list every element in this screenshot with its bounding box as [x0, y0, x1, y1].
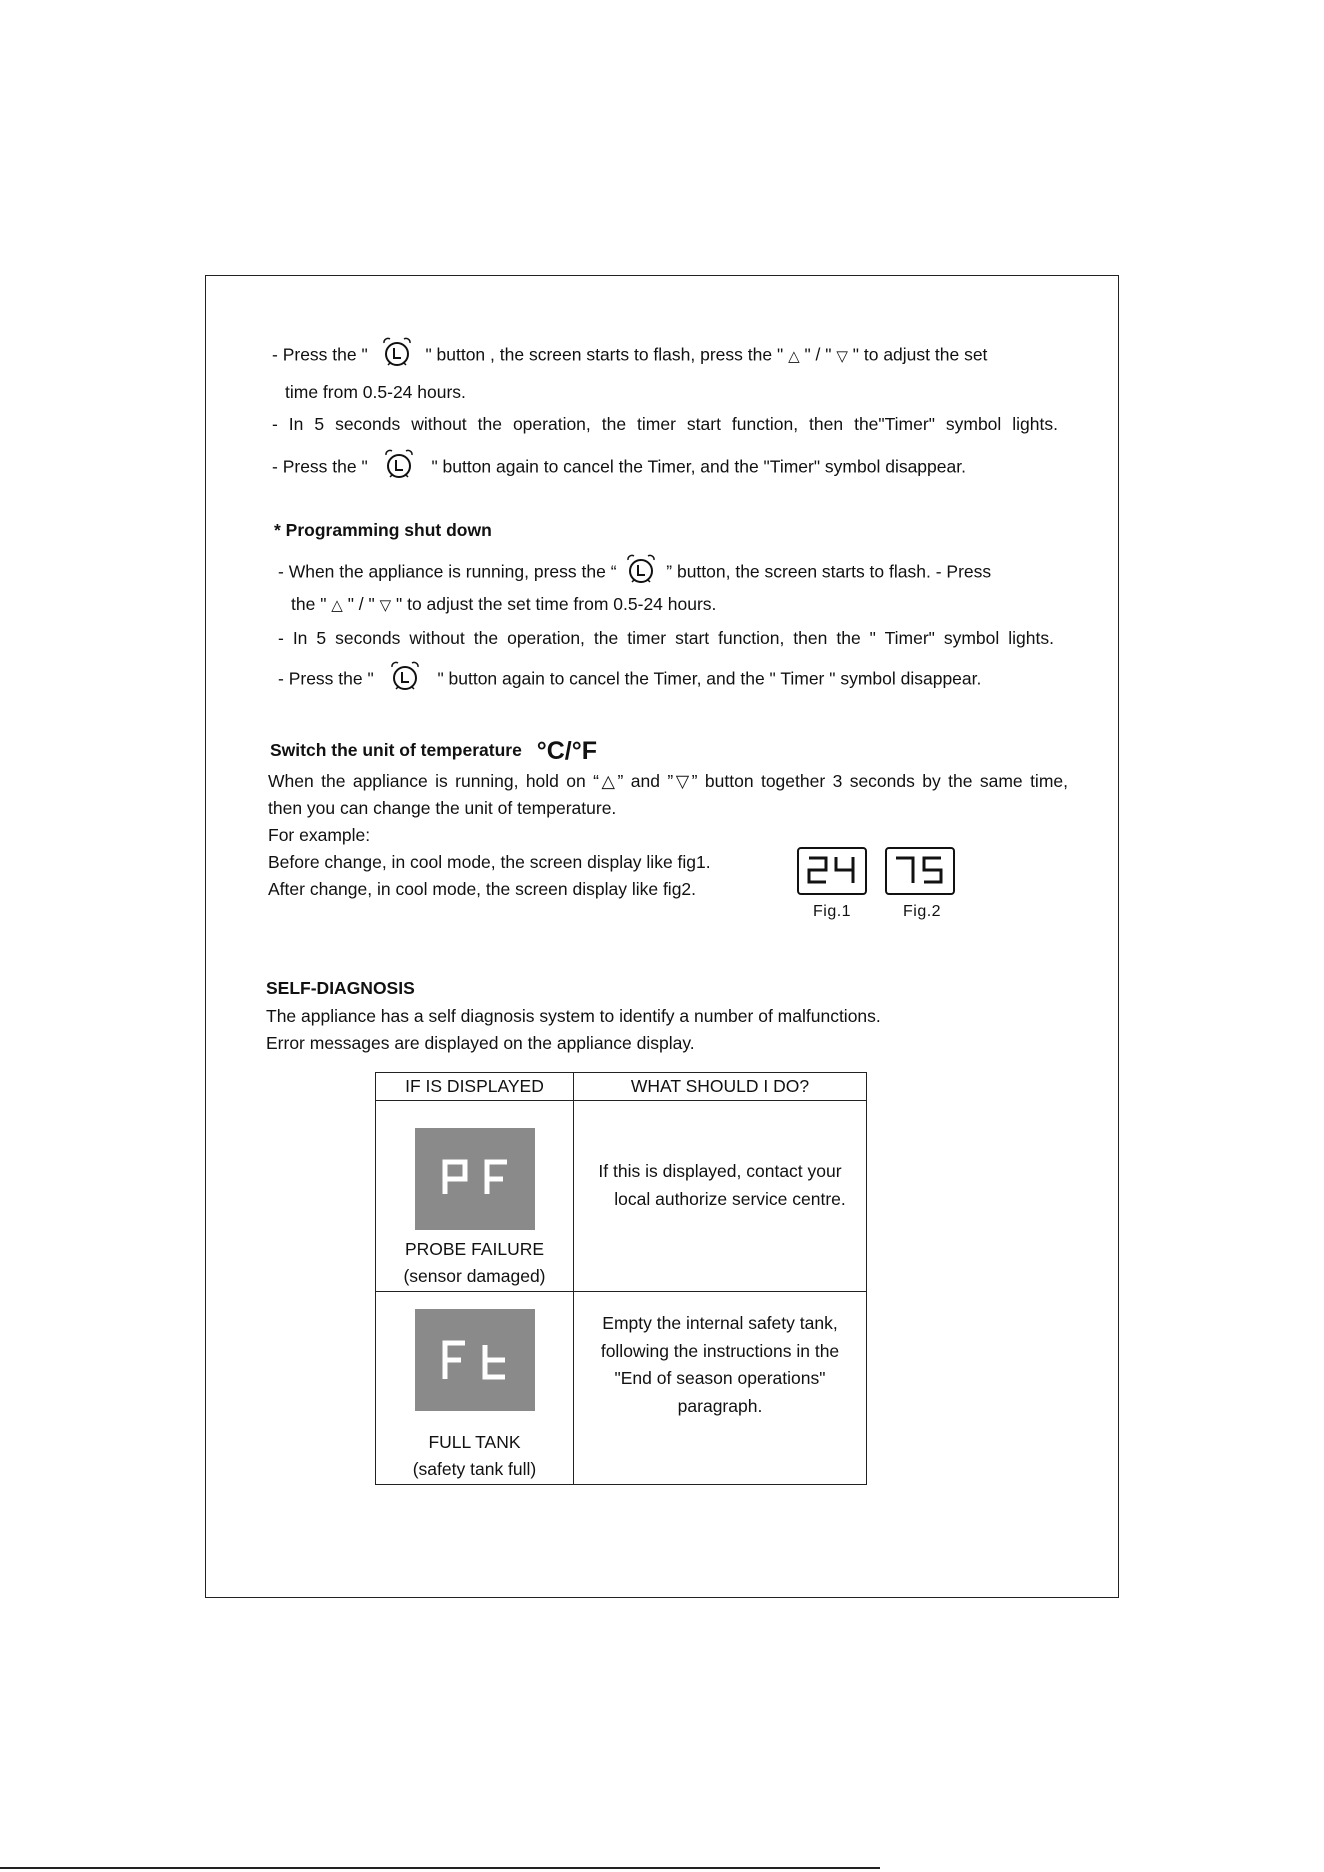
advice-line: following the instructions in the	[600, 1340, 840, 1361]
temperature-line-1: When the appliance is running, hold on “△” and ”▽” button together 3 seconds by the same time,	[268, 771, 1068, 791]
text: - Press the "	[278, 668, 374, 689]
text: " button again to cancel the Timer, and the " Timer " symbol disappear.	[437, 668, 982, 689]
table-row	[376, 1292, 867, 1485]
timer-line-2: time from 0.5-24 hours.	[285, 382, 466, 402]
advice-line: Empty the internal safety tank,	[602, 1313, 838, 1333]
advice-line: local authorize service centre.	[614, 1188, 846, 1209]
fig2-display	[885, 847, 955, 895]
pf-code-digits	[415, 1128, 535, 1230]
shutdown-line-4	[278, 664, 981, 696]
advice-cell	[574, 1292, 867, 1485]
ft-code-digits	[415, 1309, 535, 1411]
alarm-clock-icon	[383, 448, 415, 480]
shutdown-heading: * Programming shut down	[274, 520, 492, 540]
error-detail: (safety tank full)	[412, 1459, 537, 1479]
diagnosis-table	[375, 1072, 867, 1485]
table-header-row	[376, 1073, 867, 1101]
text: ” button, the screen starts to flash. - Press	[666, 561, 992, 582]
text: " / "	[347, 594, 375, 614]
text: " button , the screen starts to flash, press the "	[425, 344, 784, 365]
text: the "	[291, 594, 327, 614]
text: - When the appliance is running, press the “	[278, 561, 617, 582]
temperature-line-4: Before change, in cool mode, the screen display like fig1.	[268, 852, 711, 872]
column-header: WHAT SHOULD I DO?	[574, 1073, 867, 1101]
fig1-caption: Fig.1	[813, 903, 852, 920]
timer-line-3: - In 5 seconds without the operation, the timer start function, then the"Timer" symbol lights.	[272, 414, 1058, 434]
error-detail: (sensor damaged)	[403, 1266, 546, 1286]
shutdown-line-1	[278, 557, 991, 589]
triangle-down-icon: ▽	[379, 597, 392, 614]
shutdown-line-2	[291, 593, 716, 617]
column-header: IF IS DISPLAYED	[376, 1073, 574, 1101]
seven-segment-digits	[887, 849, 952, 892]
display-cell	[376, 1292, 574, 1485]
advice-line: If this is displayed, contact your	[598, 1161, 842, 1181]
text: " / "	[804, 344, 832, 365]
celsius-fahrenheit-symbol: °C/°F	[536, 737, 597, 765]
text: " to adjust the set time from 0.5-24 hours.	[396, 594, 717, 614]
alarm-clock-icon	[625, 553, 657, 585]
shutdown-line-3: - In 5 seconds without the operation, the timer start function, then the " Timer" symbol lights.	[278, 628, 1054, 648]
text: - Press the "	[272, 344, 368, 365]
fig2-caption: Fig.2	[903, 903, 942, 920]
table-row	[376, 1101, 867, 1292]
fig1-value	[799, 849, 800, 850]
triangle-up-icon: △	[331, 597, 343, 614]
page-bottom-rule	[0, 1867, 880, 1869]
seven-segment-digits	[799, 849, 864, 892]
advice-line: paragraph.	[677, 1395, 763, 1416]
triangle-up-icon: △	[788, 347, 800, 365]
diagnosis-line-2: Error messages are displayed on the appliance display.	[266, 1033, 695, 1053]
fig2-value	[887, 849, 888, 850]
error-name: PROBE FAILURE	[404, 1239, 545, 1259]
temperature-line-3: For example:	[268, 825, 371, 845]
temperature-heading	[270, 737, 597, 765]
diagnosis-line-1: The appliance has a self diagnosis system to identify a number of malfunctions.	[266, 1006, 881, 1026]
advice-cell	[574, 1101, 867, 1292]
text: " button again to cancel the Timer, and the "Timer" symbol disappear.	[431, 456, 966, 477]
error-code-display	[415, 1128, 535, 1230]
timer-line-1	[272, 340, 987, 372]
text: - Press the "	[272, 456, 368, 477]
timer-line-4	[272, 452, 966, 484]
temperature-line-5: After change, in cool mode, the screen display like fig2.	[268, 879, 697, 899]
text: Switch the unit of temperature	[270, 740, 522, 760]
temperature-line-2: then you can change the unit of temperature.	[268, 798, 617, 818]
text: " to adjust the set	[852, 344, 988, 365]
alarm-clock-icon	[381, 336, 413, 368]
error-code-display	[415, 1309, 535, 1411]
advice-line: "End of season operations"	[614, 1368, 826, 1388]
display-cell	[376, 1101, 574, 1292]
triangle-down-icon: ▽	[836, 347, 848, 365]
diagnosis-heading: SELF-DIAGNOSIS	[266, 978, 415, 998]
alarm-clock-icon	[389, 660, 421, 692]
error-name: FULL TANK	[428, 1432, 521, 1452]
fig1-display	[797, 847, 867, 895]
